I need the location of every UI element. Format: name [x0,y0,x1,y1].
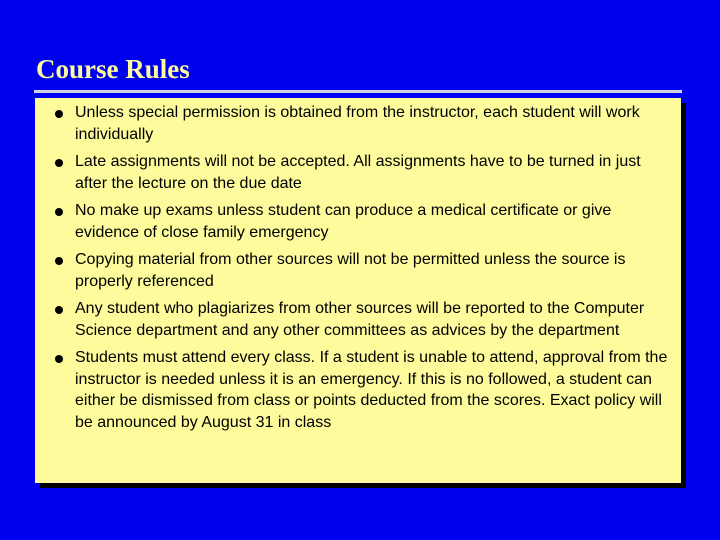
rule-item-attendance [35,347,681,433]
bullet-icon [55,355,63,363]
bullet-icon [55,110,63,118]
bullet-icon [55,159,63,167]
bullet-icon [55,208,63,216]
rule-text: Students must attend every class. If a student is unable to attend, approval from the instructor is needed unless it is an emergency. If this is no followed, a student can either be dismissed from class or points deducted from the scores. Exact policy will be announced by August 31 in class [75,349,668,431]
title-underline [34,90,682,93]
rule-item-late-assignments [35,151,681,194]
rule-text: Copying material from other sources will not be permitted unless the source is properly referenced [75,251,626,290]
rule-text: No make up exams unless student can produce a medical certificate or give evidence of close family emergency [75,202,612,241]
rule-item-individual-work [35,102,681,145]
rule-text: Any student who plagiarizes from other sources will be reported to the Computer Science department and any other committees as advices by the department [75,300,645,339]
rule-text: Late assignments will not be accepted. All assignments have to be turned in just after the lecture on the due date [75,153,641,192]
bullet-icon [55,257,63,265]
rules-panel [35,98,681,483]
slide-title: Course Rules [36,54,190,84]
bullet-icon [55,306,63,314]
rule-item-plagiarism [35,298,681,341]
rule-item-make-up-exams [35,200,681,243]
rule-text: Unless special permission is obtained from the instructor, each student will work individually [75,104,640,143]
rule-item-copying-material [35,249,681,292]
rules-list [35,102,681,439]
